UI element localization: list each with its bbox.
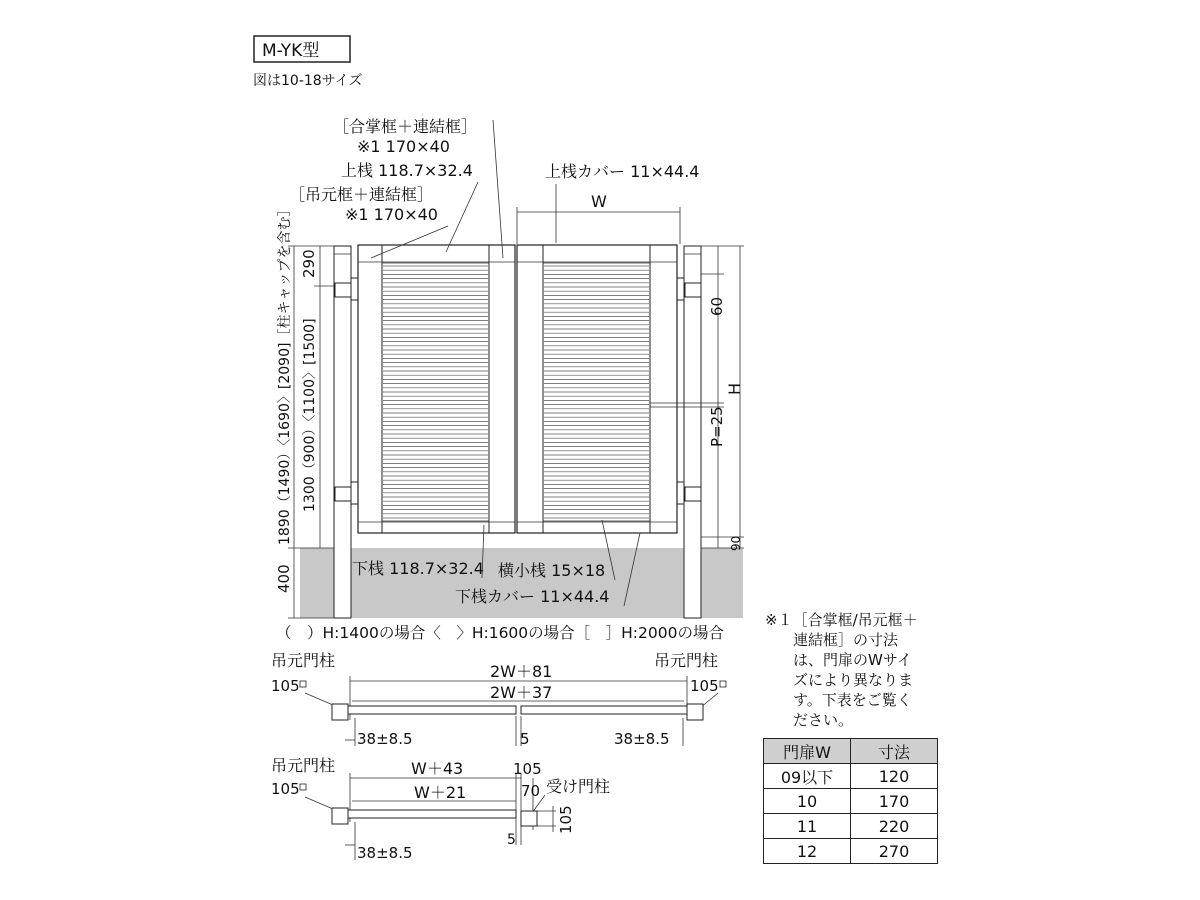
note-line: は、門扉のWサイ <box>793 651 912 669</box>
note <box>765 610 945 730</box>
dim-70: 70 <box>521 782 541 800</box>
note-line: ※１［合掌框/吊元框＋ <box>765 611 918 629</box>
note-line: ズにより異なりま <box>793 671 914 689</box>
table-row <box>764 789 938 814</box>
dim-400: 400 <box>275 564 293 593</box>
gassho-frame-size: ※1 170×40 <box>357 137 450 156</box>
tsurimoto-frame-size: ※1 170×40 <box>345 205 438 224</box>
tsurimoto-frame-label: ［吊元框＋連結框］ <box>289 185 434 204</box>
post-size-left-single: 105 <box>271 780 300 798</box>
bottom-rail-label: 下桟 118.7×32.4 <box>352 559 484 578</box>
post-left-label: 吊元門柱 <box>271 651 336 670</box>
table-header: 門扉W <box>764 739 851 764</box>
post-size-left: 105 <box>271 677 300 695</box>
table-cell: 10 <box>764 789 851 814</box>
right-gate-leaf <box>517 245 677 533</box>
table-cell: 12 <box>764 839 851 864</box>
subtitle: 図は10-18サイズ <box>253 73 363 89</box>
leader-line <box>493 120 503 258</box>
table-cell: 170 <box>851 789 938 814</box>
height-dims: 1890（1490）〈1690〉[2090]［柱キャップを含む］ <box>277 202 293 545</box>
inner-width: 2W＋37 <box>490 683 553 702</box>
table-cell: 220 <box>851 814 938 839</box>
table-cell: 120 <box>851 764 938 789</box>
table-cell: 270 <box>851 839 938 864</box>
table-row <box>764 764 938 789</box>
size-table <box>763 738 938 864</box>
dim-105-side: 105 <box>557 805 575 834</box>
note-line: 連結框］の寸法 <box>793 631 899 649</box>
top-rail-label: 上桟 118.7×32.4 <box>341 161 473 180</box>
gassho-frame-label: ［合掌框＋連結框］ <box>333 117 478 136</box>
dim-h: H <box>725 382 744 395</box>
inner-width-single: W＋21 <box>414 783 467 802</box>
gap-5: 5 <box>520 730 530 748</box>
offset-left-single: 38±8.5 <box>357 844 413 862</box>
dim-60: 60 <box>708 296 726 316</box>
dim-90: 90 <box>729 535 743 551</box>
overall-width: 2W＋81 <box>490 662 553 681</box>
plan-double-gate <box>271 651 726 748</box>
table-row <box>764 839 938 864</box>
gap-5-single: 5 <box>507 832 516 848</box>
plan-single-gate <box>271 756 610 862</box>
receiving-post-label: 受け門柱 <box>546 777 611 796</box>
post-left-label-single: 吊元門柱 <box>271 756 336 775</box>
right-post <box>684 246 701 618</box>
bottom-cover-label: 下桟カバー 11×44.4 <box>455 587 610 606</box>
dim-290: 290 <box>300 249 318 278</box>
left-post <box>334 246 351 618</box>
horizontal-bar-label: 横小桟 15×18 <box>498 561 606 580</box>
height-note: （ ）H:1400の場合〈 〉H:1600の場合［ ］H:2000の場合 <box>276 624 724 642</box>
overall-width-single: W＋43 <box>411 759 464 778</box>
table-cell: 11 <box>764 814 851 839</box>
left-gate-leaf <box>358 245 515 533</box>
post-right-label: 吊元門柱 <box>654 651 719 670</box>
post-size-right: 105 <box>690 677 719 695</box>
note-line: す。下表をご覧く <box>793 691 912 709</box>
table-row <box>764 814 938 839</box>
dim-pitch: P=25 <box>708 406 726 447</box>
table-cell: 09以下 <box>764 764 851 789</box>
offset-right: 38±8.5 <box>614 730 670 748</box>
w-label: W <box>591 192 607 211</box>
model-label: M-YK型 <box>262 41 320 61</box>
offset-left: 38±8.5 <box>357 730 413 748</box>
inner-height-dims: 1300（900）〈1100〉[1500] <box>302 318 318 512</box>
top-cover-label: 上桟カバー 11×44.4 <box>545 162 700 181</box>
note-line: ださい。 <box>793 711 854 729</box>
table-header: 寸法 <box>851 739 938 764</box>
dim-105-top: 105 <box>513 760 542 778</box>
